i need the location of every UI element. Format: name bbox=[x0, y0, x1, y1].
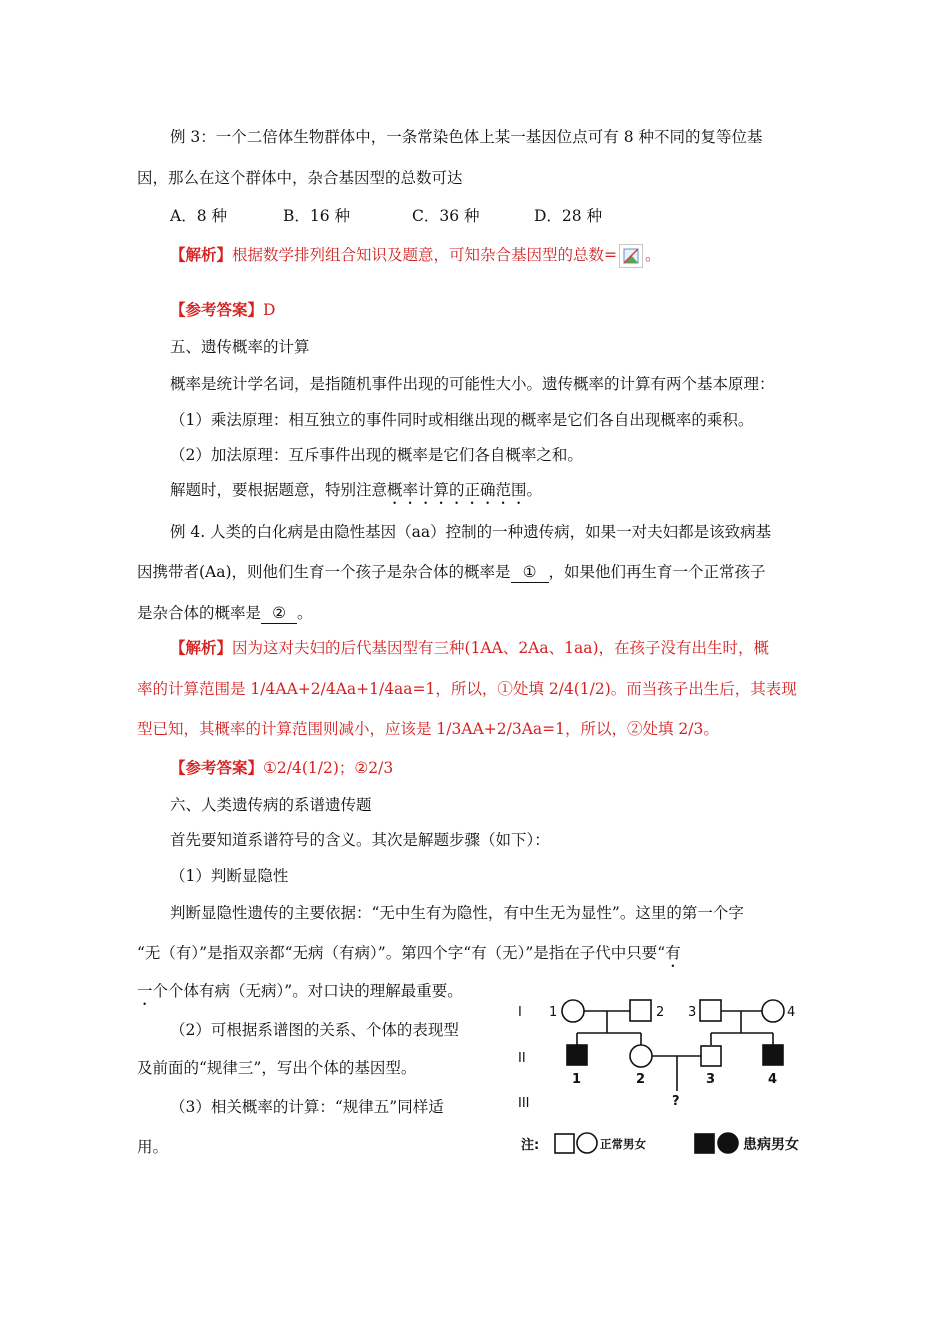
section6-p2-l1: 判断显隐性遗传的主要依据：“无中生有为隐性，有中生无为显性”。这里的第一个字 bbox=[170, 904, 744, 922]
section6-step2-l2: 及前面的“规律三”，写出个体的基因型。 bbox=[137, 1059, 417, 1077]
analysis-l1-text: 因为这对夫妇的后代基因型有三种(1AA、2Aa、1aa)，在孩子没有出生时，概 bbox=[232, 639, 770, 657]
section6-step3-l2: 用。 bbox=[137, 1138, 169, 1156]
section5-p4 bbox=[170, 480, 542, 508]
gen1-label: I bbox=[518, 1005, 522, 1020]
section6-heading: 六、人类遗传病的系谱遗传题 bbox=[170, 796, 372, 814]
unknown-offspring: ? bbox=[672, 1094, 680, 1109]
example3-line1: 例 3：一个二倍体生物群体中，一条常染色体上某一基因位点可有 8 种不同的复等位基 bbox=[170, 128, 763, 146]
gen2-male-3 bbox=[701, 1046, 721, 1066]
section5-p2: （1）乘法原理：相互独立的事件同时或相继出现的概率是它们各自出现概率的乘积。 bbox=[170, 411, 754, 429]
gen2-label: II bbox=[518, 1051, 526, 1066]
legend-affected-female-icon bbox=[718, 1133, 738, 1153]
section6-p2-l2 bbox=[137, 943, 681, 971]
line2-b: ，如果他们再生育一个正常孩子 bbox=[548, 563, 766, 581]
g1-num-4: 4 bbox=[787, 1005, 796, 1020]
g2-num-3: 3 bbox=[706, 1072, 716, 1087]
example4-analysis-l2: 率的计算范围是 1/4AA+2/4Aa+1/4aa=1，所以，①处填 2/4(1/2)。而当孩子出生后，其表现 bbox=[137, 680, 797, 698]
line3-b: 。 bbox=[297, 604, 313, 622]
gen1-female-4 bbox=[762, 1000, 784, 1022]
example4-line3 bbox=[137, 603, 313, 624]
g2-num-1: 1 bbox=[572, 1072, 582, 1087]
example3-answer bbox=[170, 300, 275, 320]
gen3-label: III bbox=[518, 1096, 530, 1111]
section5-p3: （2）加法原理：互斥事件出现的概率是它们各自概率之和。 bbox=[170, 446, 583, 464]
option-d: D．28 种 bbox=[534, 207, 603, 225]
p2-l3-emphasis: 一 bbox=[137, 982, 153, 1000]
line2-a: 因携带者(Aa)，则他们生育一个孩子是杂合体的概率是 bbox=[137, 563, 511, 581]
g1-num-1: 1 bbox=[549, 1005, 558, 1020]
gen2-affected-male-1 bbox=[567, 1045, 587, 1065]
gen1-male-2 bbox=[630, 1000, 651, 1021]
g1-num-3: 3 bbox=[688, 1005, 697, 1020]
section6-step3-l1: （3）相关概率的计算：“规律五”同样适 bbox=[170, 1098, 444, 1116]
p2-l3-b: 个个体有病（无病）”。对口诀的理解最重要。 bbox=[152, 982, 463, 1000]
section6-p2-l3 bbox=[137, 981, 463, 1009]
legend-normal-female-icon bbox=[577, 1133, 597, 1153]
broken-image-icon bbox=[619, 244, 643, 268]
legend-normal-male-icon bbox=[555, 1134, 574, 1153]
option-c: C．36 种 bbox=[412, 207, 480, 225]
p2-l2-emphasis: 有 bbox=[665, 944, 681, 962]
p4-emphasis: 概率计算的正确范围 bbox=[387, 481, 527, 499]
g1-num-2: 2 bbox=[656, 1005, 665, 1020]
section6-p1: 首先要知道系谱符号的含义。其次是解题步骤（如下）： bbox=[170, 831, 550, 849]
g2-num-2: 2 bbox=[636, 1072, 646, 1087]
blank-2: ② bbox=[261, 603, 297, 624]
option-a: A．8 种 bbox=[170, 207, 227, 225]
example3-line2: 因，那么在这个群体中，杂合基因型的总数可达 bbox=[137, 169, 463, 187]
example4-analysis-l1 bbox=[170, 638, 769, 658]
legend-normal-text: 正常男女 bbox=[600, 1137, 646, 1151]
option-b: B．16 种 bbox=[283, 207, 351, 225]
example4-analysis-l3: 型已知，其概率的计算范围则减小，应该是 1/3AA+2/3Aa=1，所以，②处填 2/3。 bbox=[137, 720, 719, 738]
gen1-female-1 bbox=[562, 1000, 584, 1022]
answer-label: 【参考答案】 bbox=[170, 758, 264, 777]
gen2-affected-male-4 bbox=[763, 1045, 783, 1065]
line3-a: 是杂合体的概率是 bbox=[137, 604, 262, 622]
answer-value: ①2/4(1/2)；②2/3 bbox=[263, 759, 394, 777]
analysis-end: 。 bbox=[645, 246, 661, 264]
blank-1: ① bbox=[511, 562, 549, 583]
example4-line1: 例 4. 人类的白化病是由隐性基因（aa）控制的一种遗传病，如果一对夫妇都是该致病基 bbox=[170, 523, 772, 541]
gen1-male-3 bbox=[700, 1000, 721, 1021]
answer-label: 【参考答案】 bbox=[170, 300, 264, 319]
p4-pre: 解题时，要根据题意，特别注意 bbox=[170, 481, 388, 499]
example4-answer bbox=[170, 758, 393, 778]
legend-affected-male-icon bbox=[695, 1134, 714, 1153]
legend-affected-text: 患病男女 bbox=[743, 1137, 799, 1153]
example4-line2 bbox=[137, 562, 766, 583]
g2-num-4: 4 bbox=[768, 1072, 778, 1087]
gen2-female-2 bbox=[630, 1045, 652, 1067]
answer-value: D bbox=[263, 301, 276, 319]
legend-prefix: 注: bbox=[521, 1138, 540, 1153]
p2-l2-a: “无（有）”是指双亲都“无病（有病）”。第四个字“有（无）”是指在子代中只要“ bbox=[137, 944, 666, 962]
analysis-label: 【解析】 bbox=[170, 245, 233, 264]
section6-step1: （1）判断显隐性 bbox=[170, 867, 289, 885]
p4-end: 。 bbox=[526, 481, 543, 499]
example3-analysis bbox=[170, 244, 661, 268]
analysis-label: 【解析】 bbox=[170, 638, 233, 657]
section5-p1: 概率是统计学名词，是指随机事件出现的可能性大小。遗传概率的计算有两个基本原理： bbox=[170, 375, 775, 393]
section6-step2-l1: （2）可根据系谱图的关系、个体的表现型 bbox=[170, 1021, 459, 1039]
section5-heading: 五、遗传概率的计算 bbox=[170, 338, 310, 356]
pedigree-chart bbox=[515, 995, 840, 1165]
analysis-text: 根据数学排列组合知识及题意，可知杂合基因型的总数= bbox=[232, 246, 618, 264]
